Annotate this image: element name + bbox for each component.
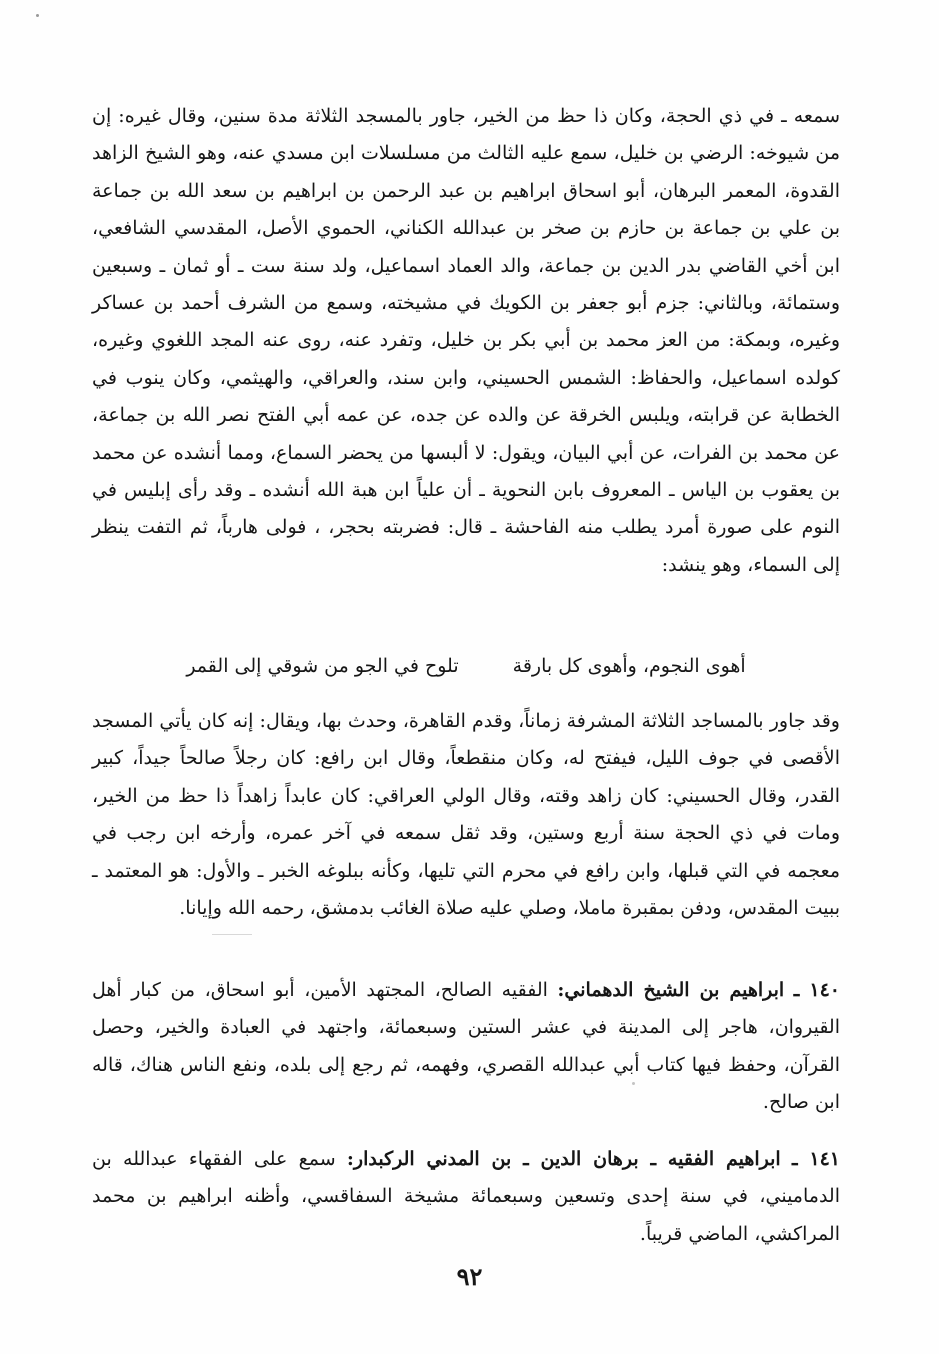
scan-speck [212, 934, 252, 935]
entry-name: ابراهيم الفقيه ـ برهان الدين ـ بن المدني الركبدار: [346, 1148, 781, 1170]
entry-number: ١٤١ ـ [791, 1148, 840, 1170]
entry-name: ابراهيم بن الشيخ الدهماني: [557, 979, 785, 1001]
paragraph-continued-biography [92, 98, 840, 584]
entry-text: سمع على الفقهاء عبدالله بن الدماميني، في سنة إحدى وتسعين وسبعمائة مشيخة السفاقسي، وأظنه ابراهيم بن محمد المراكشي، الماضي قريباً. [92, 1148, 840, 1245]
verse-second-hemistich: تلوح في الجو من شوقي إلى القمر [186, 655, 459, 677]
entry-text: الفقيه الصالح، المجتهد الأمين، أبو اسحاق، من كبار أهل القيروان، هاجر إلى المدينة في عشر الستين وسبعمائة، واجتهد في العبادة والخير، وحصل القرآن، وحفظ فيها كتاب أبي عبدالله القصري، وفهمه، ثم رجع إلى بلده، ونفع الناس هناك، قاله ابن صالح. [92, 979, 840, 1114]
scan-speck [36, 14, 39, 17]
entry-number: ١٤٠ ـ [793, 979, 841, 1001]
page-number: ٩٢ [456, 1262, 483, 1291]
paragraph-biography-end [92, 703, 840, 927]
poetry-verse [92, 648, 840, 685]
verse-first-hemistich: أهوى النجوم، وأهوى كل بارقة [512, 655, 746, 677]
paragraph-text: وقد جاور بالمساجد الثلاثة المشرفة زماناً، وقدم القاهرة، وحدث بها، ويقال: إنه كان يأتي المسجد الأقصى في جوف الليل، فيفتح له، وكان منقطعاً، وقال ابن رافع: كان رجلاً صالحاً جيداً، كبير القدر، وقال الحسيني: كان زاهد وقته، وقال الولي العراقي: كان عابداً زاهداً ذا حظ من الخير، ومات في ذي الحجة سنة أربع وستين، وقد ثقل سمعه في آخر عمره، وأرخه ابن رجب في معجمه في التي قبلها، وابن رافع في محرم التي تليها، وكأنه ببلوغه الخبر ـ والأول: هو المعتمد ـ ببيت المقدس، ودفن بمقبرة ماملا، وصلي عليه صلاة الغائب بدمشق، رحمه الله وإيانا. [92, 710, 840, 920]
biography-entry-141 [92, 1141, 840, 1253]
paragraph-text: سمعه ـ في ذي الحجة، وكان ذا حظ من الخير، جاور بالمسجد الثلاثة مدة سنين، وقال غيره: إن من شيوخه: الرضي بن خليل، سمع عليه الثالث من مسلسلات ابن مسدي عنه، وهو الشيخ الزاهد القدوة، المعمر البرهان، أبو اسحاق ابراهيم بن عبد الرحمن بن ابراهيم بن سعد الله بن جماعة بن علي بن جماعة بن حازم بن صخر بن عبدالله الكناني، الحموي الأصل، المقدسي الشافعي، ابن أخي القاضي بدر الدين بن جماعة، والد العماد اسماعيل، ولد سنة ست ـ أو ثمان ـ وسبعين وستمائة، وبالثاني: جزم أبو جعفر بن الكويك في مشيخته، وسمع من الشرف أحمد بن عساكر وغيره، وبمكة: من العز محمد بن أبي بكر بن خليل، وتفرد عنه، روى عنه المجد اللغوي وغيره، كولده اسماعيل، والحفاظ: الشمس الحسيني، وابن سند، والعراقي، والهيثمي، وكان ينوب في الخطابة عن قرابته، ويلبس الخرقة عن والده عن جده، عن عمه أبي الفتح نصر الله بن جماعة، عن محمد بن الفرات، عن أبي البيان، ويقول: لا ألبسها من يحضر السماع، ومما أنشده عن محمد بن يعقوب بن الياس ـ المعروف بابن النحوية ـ أن علياً ابن هبة الله أنشده ـ وقد رأى إبليس في النوم على صورة أمرد يطلب منه الفاحشة ـ قال: فضربته بحجر، ، فولى هارباً، ثم التفت ينظر إلى السماء، وهو ينشد: [92, 105, 840, 576]
biography-entry-140 [92, 972, 840, 1122]
